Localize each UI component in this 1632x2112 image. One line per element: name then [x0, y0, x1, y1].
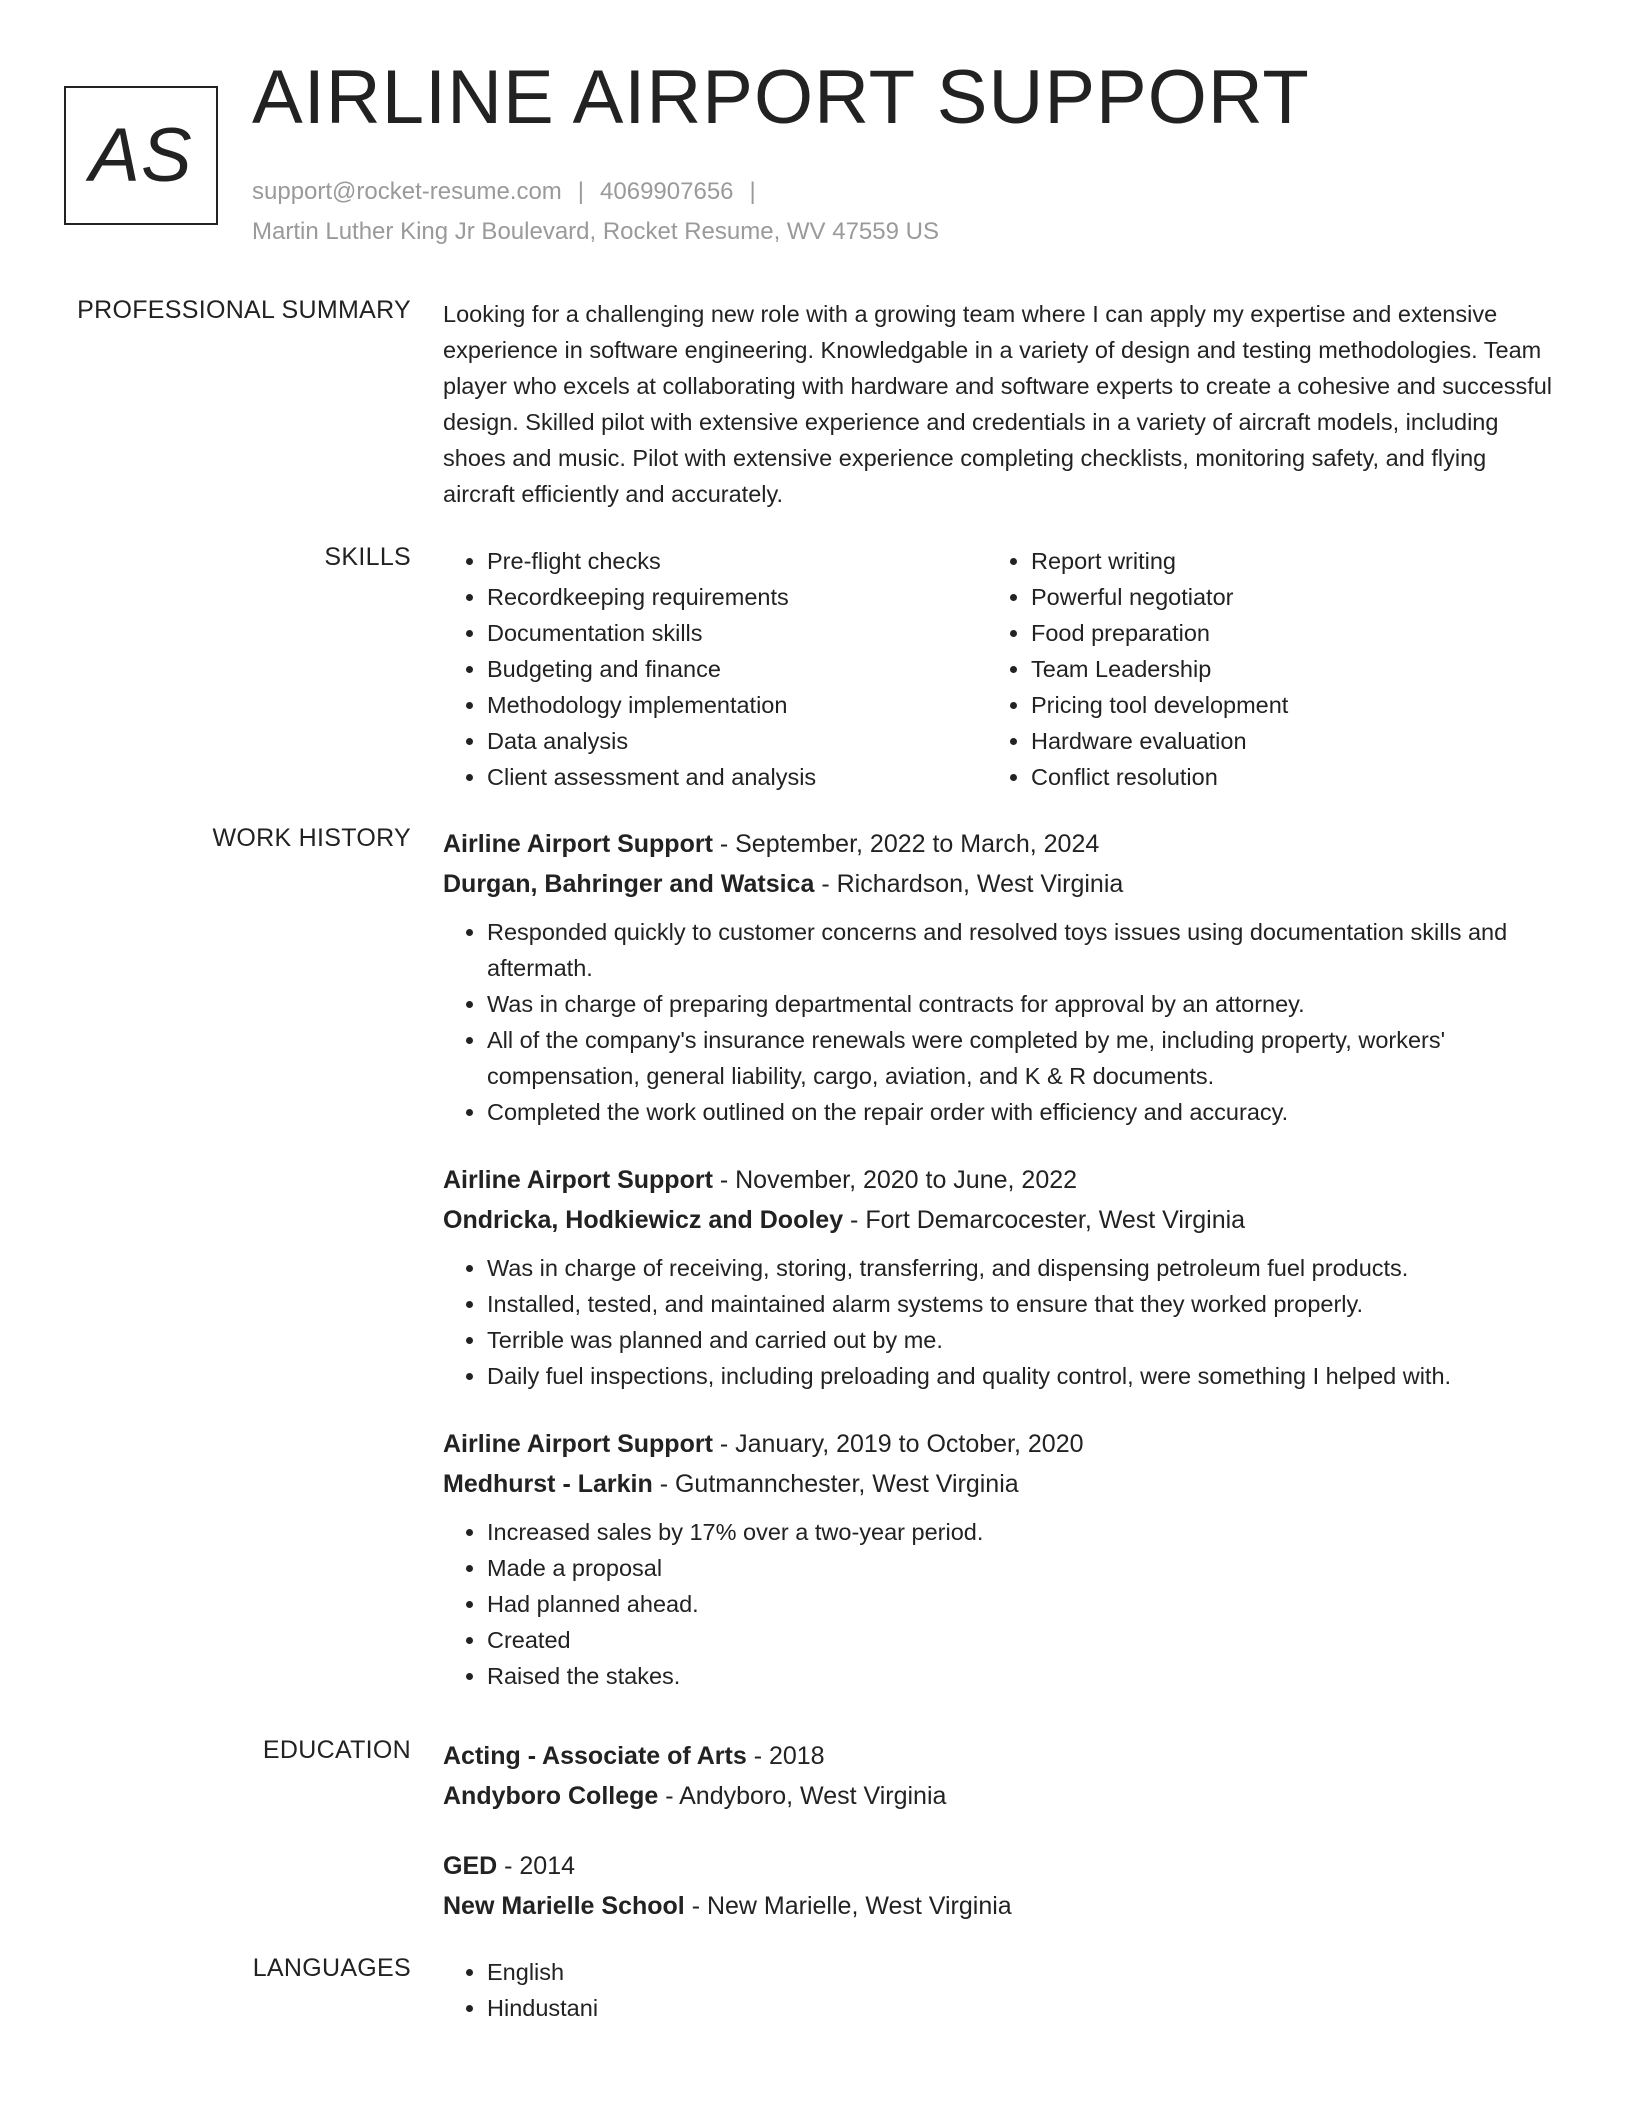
- education-degree: GED: [443, 1852, 498, 1880]
- job-dates: - September, 2022 to March, 2024: [712, 830, 1100, 858]
- job-bullet: • Was in charge of receiving, storing, transferring, and dispensing petroleum fuel products.: [487, 1250, 1553, 1286]
- skills-list-right: [987, 543, 1531, 795]
- education-entry: [443, 1846, 1553, 1926]
- section-title: WORK HISTORY: [212, 824, 411, 852]
- work-body: [443, 824, 1553, 1724]
- job-dates: - November, 2020 to June, 2022: [712, 1166, 1078, 1194]
- address: Martin Luther King Jr Boulevard, Rocket Resume, WV 47559 US: [252, 218, 939, 245]
- resume-name: AIRLINE AIRPORT SUPPORT: [252, 55, 1310, 140]
- phone-number[interactable]: 4069907656: [600, 178, 734, 205]
- job-bullet: • Daily fuel inspections, including preloading and quality control, were something I helped with.: [487, 1358, 1553, 1394]
- education-degree-line: [443, 1846, 1553, 1886]
- job-bullet: • Completed the work outlined on the repair order with efficiency and accuracy.: [487, 1094, 1553, 1130]
- job-bullet: • Had planned ahead.: [487, 1586, 1553, 1622]
- job-location: - Richardson, West Virginia: [814, 870, 1124, 898]
- monogram-logo: AS: [64, 86, 218, 225]
- job-company: Ondricka, Hodkiewicz and Dooley: [443, 1206, 844, 1234]
- skills-list-left: [443, 543, 987, 795]
- skill-item: • Powerful negotiator: [1031, 579, 1531, 615]
- section-title: SKILLS: [324, 543, 411, 571]
- education-school-line: [443, 1776, 1553, 1816]
- languages-list: [443, 1954, 1553, 2026]
- summary-body: [443, 296, 1553, 512]
- skill-item: • Documentation skills: [487, 615, 987, 651]
- section-title: LANGUAGES: [252, 1954, 411, 1982]
- skill-item: • Recordkeeping requirements: [487, 579, 987, 615]
- job-bullet: • Created: [487, 1622, 1553, 1658]
- contact-info: [252, 172, 939, 252]
- job-dates: - January, 2019 to October, 2020: [712, 1430, 1084, 1458]
- education-school: New Marielle School: [443, 1892, 685, 1920]
- job-role: Airline Airport Support: [443, 1430, 713, 1458]
- skill-item: • Hardware evaluation: [1031, 723, 1531, 759]
- education-location: - Andyboro, West Virginia: [658, 1782, 947, 1810]
- skill-item: • Client assessment and analysis: [487, 759, 987, 795]
- job-company-line: [443, 864, 1553, 904]
- skill-item: • Pricing tool development: [1031, 687, 1531, 723]
- job-bullets: [443, 1250, 1553, 1394]
- skill-item: • Methodology implementation: [487, 687, 987, 723]
- job-bullets: [443, 914, 1553, 1130]
- education-body: [443, 1736, 1553, 1956]
- education-entry: [443, 1736, 1553, 1816]
- job-title-line: [443, 824, 1553, 864]
- languages-body: [443, 1954, 1553, 2026]
- education-year: - 2014: [497, 1852, 576, 1880]
- language-item: • English: [487, 1954, 1553, 1990]
- job-bullet: • Was in charge of preparing departmental contracts for approval by an attorney.: [487, 986, 1553, 1022]
- job-bullet: • All of the company's insurance renewals were completed by me, including property, workers' compensation, general liability, cargo, aviation, and K & R documents.: [487, 1022, 1553, 1094]
- section-title: EDUCATION: [262, 1736, 411, 1764]
- job-company: Durgan, Bahringer and Watsica: [443, 870, 815, 898]
- job-bullets: [443, 1514, 1553, 1694]
- education-school: Andyboro College: [443, 1782, 659, 1810]
- skill-item: • Conflict resolution: [1031, 759, 1531, 795]
- job-location: - Gutmannchester, West Virginia: [652, 1470, 1019, 1498]
- email-link[interactable]: support@rocket-resume.com: [252, 178, 562, 205]
- job-entry: [443, 1424, 1553, 1694]
- job-title-line: [443, 1424, 1553, 1464]
- job-entry: [443, 1160, 1553, 1394]
- job-company-line: [443, 1200, 1553, 1240]
- language-item: • Hindustani: [487, 1990, 1553, 2026]
- job-title-line: [443, 1160, 1553, 1200]
- contact-line-1: [252, 172, 939, 212]
- contact-separator: |: [577, 178, 585, 205]
- job-bullet: • Raised the stakes.: [487, 1658, 1553, 1694]
- skill-item: • Budgeting and finance: [487, 651, 987, 687]
- job-bullet: • Increased sales by 17% over a two-year period.: [487, 1514, 1553, 1550]
- education-location: - New Marielle, West Virginia: [684, 1892, 1012, 1920]
- job-bullet: • Installed, tested, and maintained alarm systems to ensure that they worked properly.: [487, 1286, 1553, 1322]
- education-year: - 2018: [746, 1742, 825, 1770]
- job-bullet: • Made a proposal: [487, 1550, 1553, 1586]
- skill-item: • Pre-flight checks: [487, 543, 987, 579]
- skill-item: • Food preparation: [1031, 615, 1531, 651]
- skill-item: • Team Leadership: [1031, 651, 1531, 687]
- job-entry: [443, 824, 1553, 1130]
- education-degree-line: [443, 1736, 1553, 1776]
- job-role: Airline Airport Support: [443, 830, 713, 858]
- skills-body: [443, 543, 1553, 795]
- job-company-line: [443, 1464, 1553, 1504]
- job-bullet: • Responded quickly to customer concerns and resolved toys issues using documentation skills and aftermath.: [487, 914, 1553, 986]
- job-bullet: • Terrible was planned and carried out by me.: [487, 1322, 1553, 1358]
- section-title: PROFESSIONAL SUMMARY: [77, 296, 411, 324]
- skill-item: • Data analysis: [487, 723, 987, 759]
- job-company: Medhurst - Larkin: [443, 1470, 653, 1498]
- job-location: - Fort Demarcocester, West Virginia: [843, 1206, 1246, 1234]
- summary-text: Looking for a challenging new role with a growing team where I can apply my expertise and extensive experience in software engineering. Knowledgable in a variety of design and testing methodologies. Team player who excels at collaborating with hardware and software experts to create a cohesive and successful design. Skilled pilot with extensive experience and credentials in a variety of aircraft models, including shoes and music. Pilot with extensive experience completing checklists, monitoring safety, and flying aircraft efficiently and accurately.: [443, 301, 1553, 507]
- education-school-line: [443, 1886, 1553, 1926]
- contact-separator: |: [749, 178, 756, 205]
- education-degree: Acting - Associate of Arts: [443, 1742, 747, 1770]
- job-role: Airline Airport Support: [443, 1166, 713, 1194]
- skill-item: • Report writing: [1031, 543, 1531, 579]
